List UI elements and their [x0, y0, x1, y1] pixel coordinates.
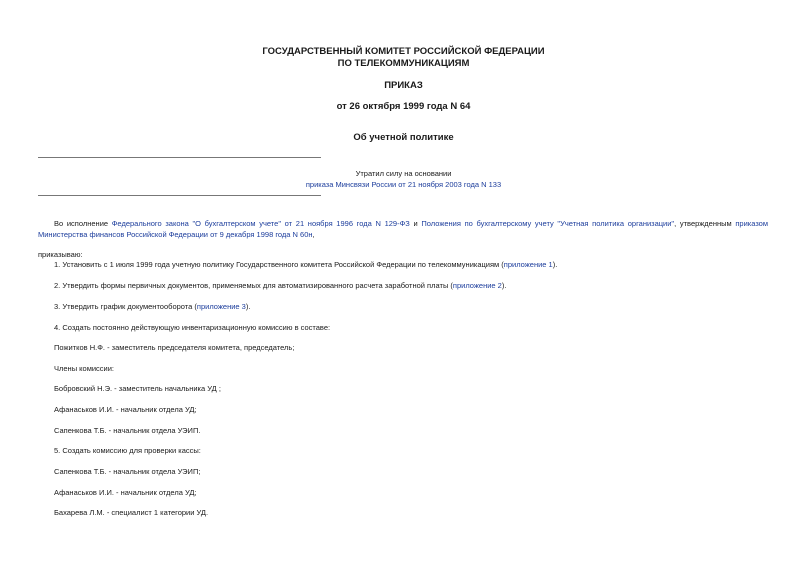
intro-text-1: Во исполнение	[54, 219, 112, 228]
document-type: ПРИКАЗ	[384, 80, 423, 91]
intro-paragraph	[38, 218, 768, 240]
status-note-line	[0, 180, 807, 190]
intro-text-3: , утвержденным	[674, 219, 736, 228]
item-2-end: ).	[501, 281, 507, 290]
item-3	[54, 302, 250, 312]
item-2	[54, 281, 506, 291]
org-name-line1: ГОСУДАРСТВЕННЫЙ КОМИТЕТ РОССИЙСКОЙ ФЕДЕРАЦИИ	[262, 46, 545, 57]
orders-word: приказываю:	[38, 250, 83, 259]
divider-bottom	[38, 195, 321, 196]
item-1	[54, 260, 557, 270]
item-1-text: 1. Установить с 1 июля 1999 года учетную политику Государственного комитета Российской Федерации по телекоммуникациям (	[54, 260, 504, 269]
cash-member-2: Афанаськов И.И. - начальник отдела УД;	[54, 488, 197, 497]
members-label: Члены комиссии:	[54, 364, 115, 373]
accounting-regulation-link[interactable]: Положения по бухгалтерскому учету "Учетная политика организации"	[421, 219, 675, 228]
intro-text-4: ,	[312, 230, 315, 239]
federal-law-link[interactable]: Федерального закона "О бухгалтерском учете" от 21 ноября 1996 года N 129-ФЗ	[111, 219, 410, 228]
divider-top	[38, 157, 321, 158]
item-4: 4. Создать постоянно действующую инвентаризационную комиссию в составе:	[54, 323, 331, 332]
repeal-order-link[interactable]: приказа Минсвязи России от 21 ноября 2003 года N 133	[305, 180, 502, 189]
item-2-text: 2. Утвердить формы первичных документов, применяемых для автоматизированного расчета заработной платы (	[54, 281, 453, 290]
cash-member-1: Сапенкова Т.Б. - начальник отдела УЭИП;	[54, 467, 201, 476]
appendix-3-link[interactable]: приложение 3	[196, 302, 246, 311]
minfin-order-link[interactable]: приказом Министерства финансов Российской Федерации от 9 декабря 1998 года N 60н	[38, 219, 768, 239]
document-date: от 26 октября 1999 года N 64	[336, 101, 471, 112]
item-1-end: ).	[552, 260, 558, 269]
commission-chair: Пожитков Н.Ф. - заместитель председателя комитета, председатель;	[54, 343, 295, 352]
cash-member-3: Бахарева Л.М. - специалист 1 категории УД.	[54, 508, 209, 517]
appendix-1-link[interactable]: приложение 1	[503, 260, 553, 269]
document-title: Об учетной политике	[353, 132, 454, 143]
item-3-end: ).	[245, 302, 251, 311]
member-3: Сапенкова Т.Б. - начальник отдела УЭИП.	[54, 426, 201, 435]
appendix-2-link[interactable]: приложение 2	[452, 281, 502, 290]
intro-text-2: и	[409, 219, 422, 228]
item-3-text: 3. Утвердить график документооборота (	[54, 302, 197, 311]
member-2: Афанаськов И.И. - начальник отдела УД;	[54, 405, 197, 414]
status-note-text: Утратил силу на основании	[355, 169, 452, 178]
org-name-line2: ПО ТЕЛЕКОММУНИКАЦИЯМ	[337, 58, 470, 69]
member-1: Бобровский Н.Э. - заместитель начальника УД ;	[54, 384, 221, 393]
item-5: 5. Создать комиссию для проверки кассы:	[54, 446, 201, 455]
